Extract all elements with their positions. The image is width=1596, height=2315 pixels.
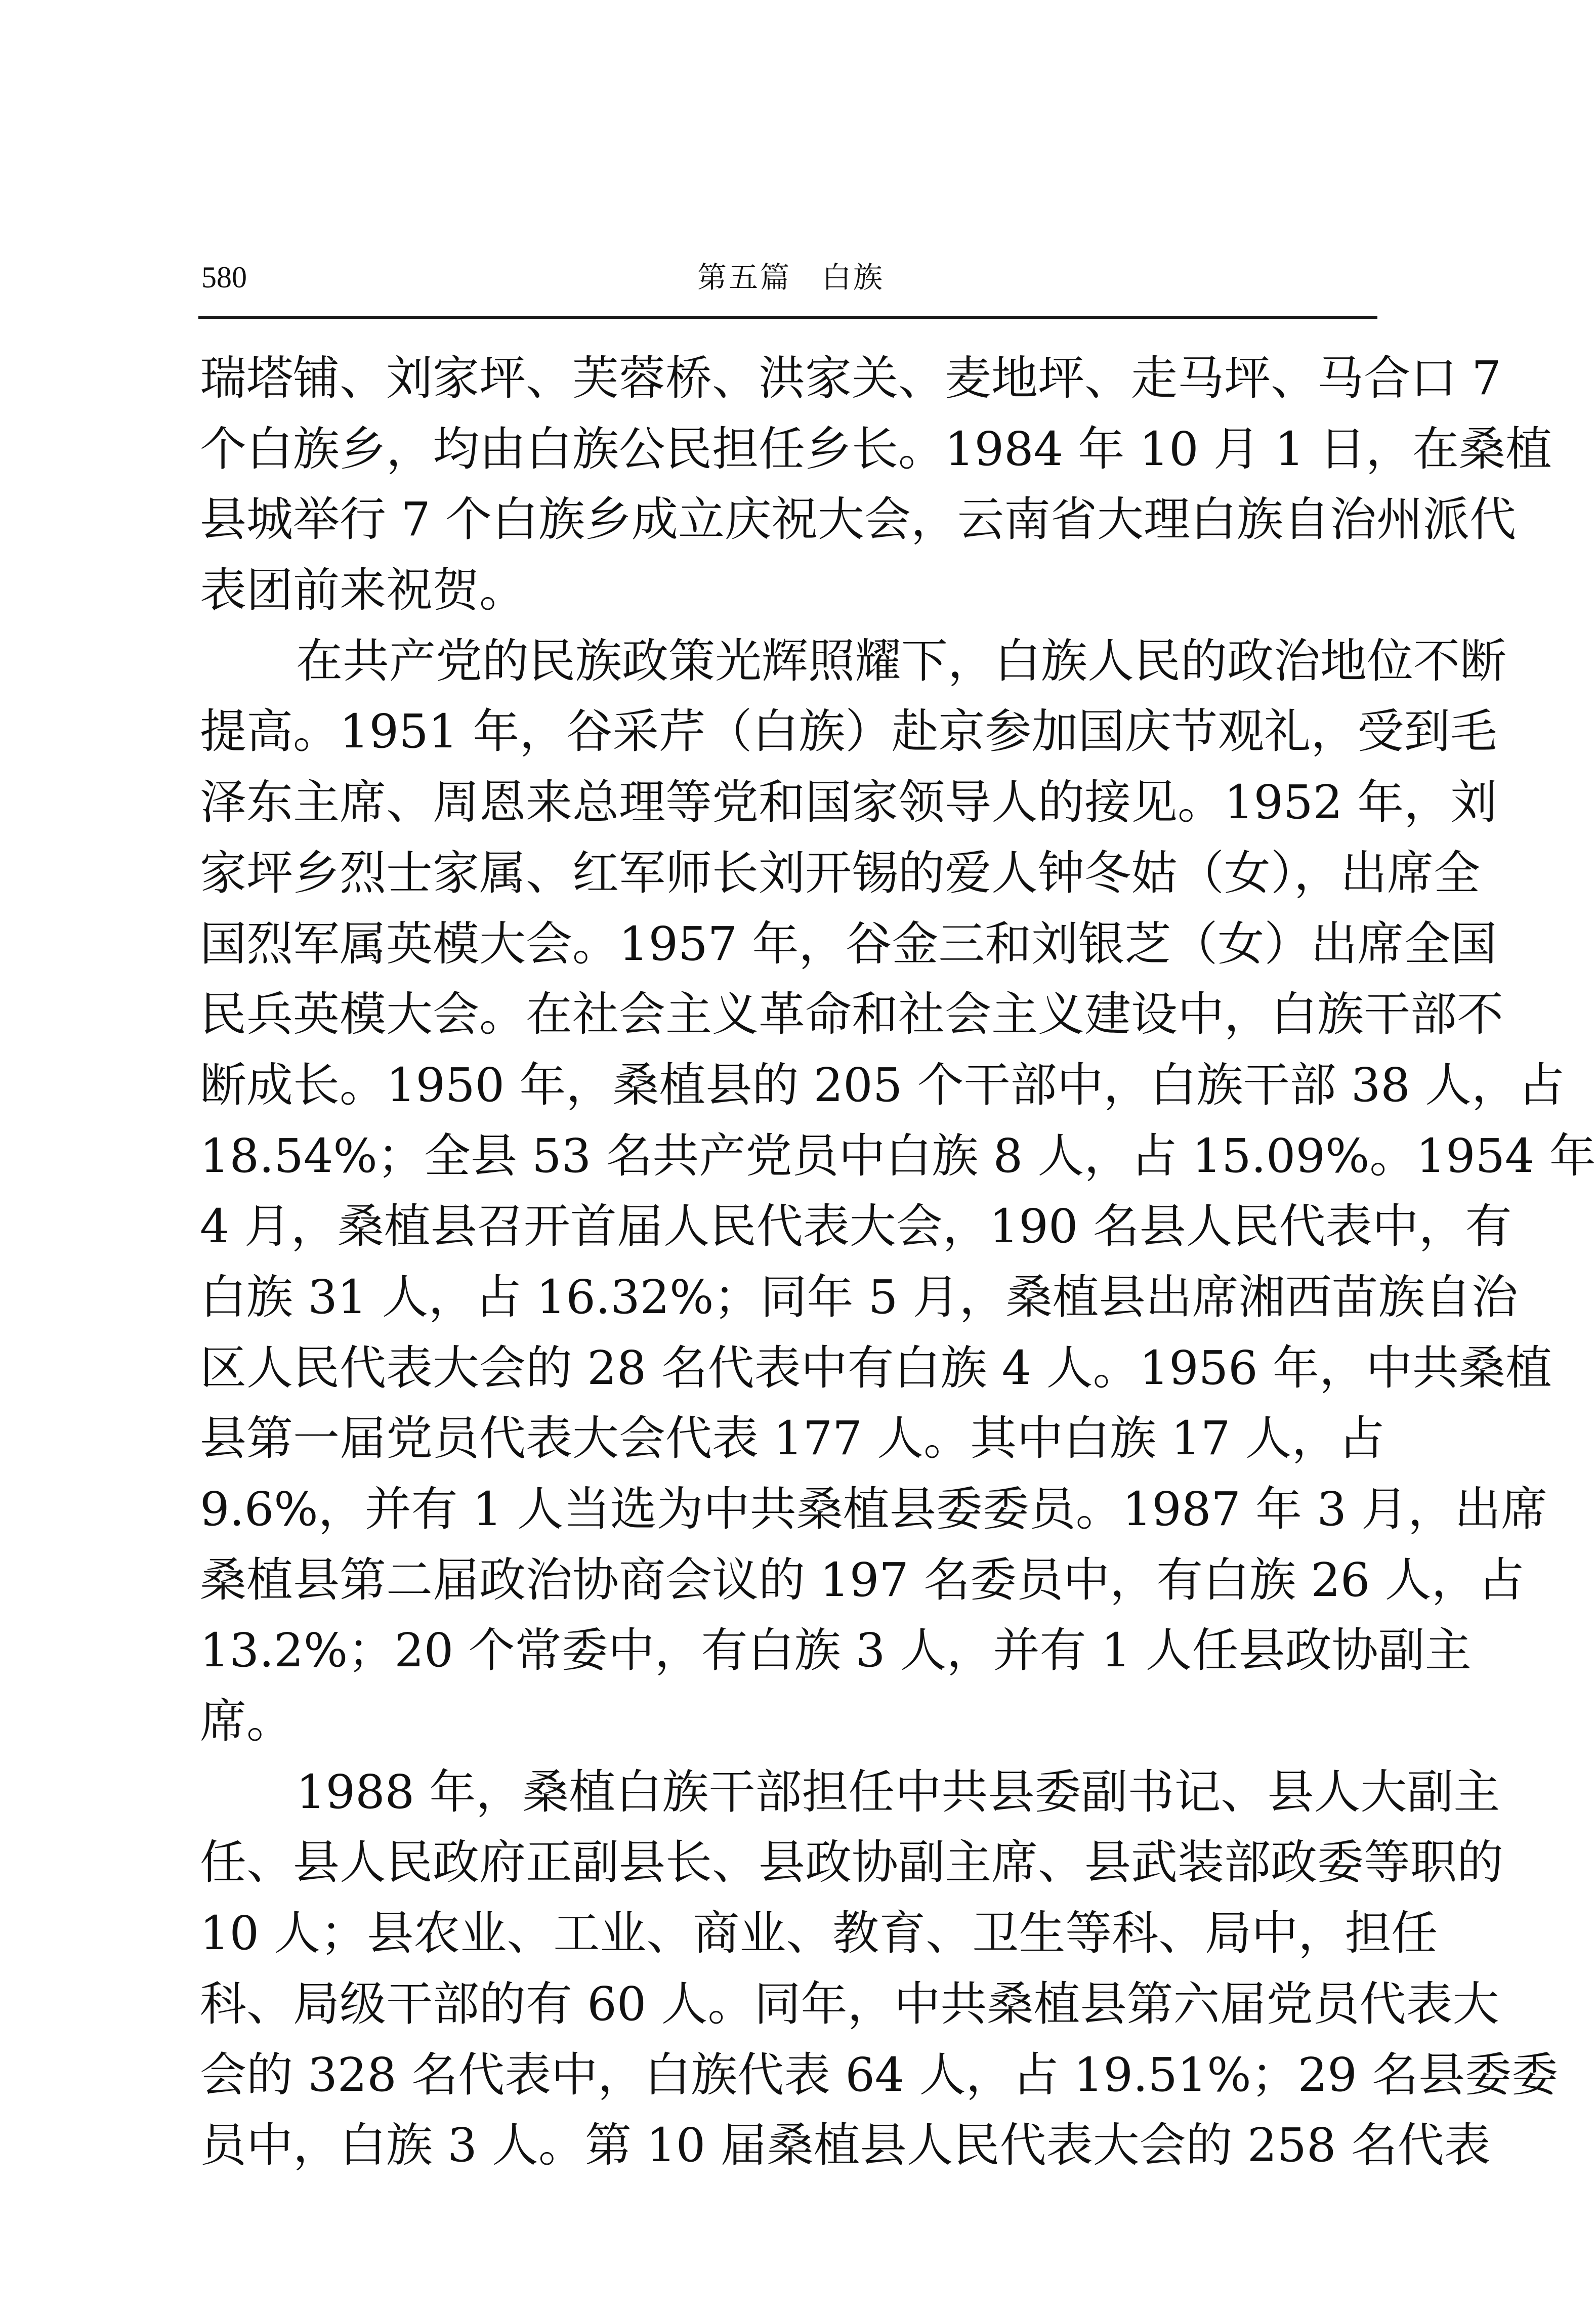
text-line: 个白族乡，均由白族公民担任乡长。1984 年 10 月 1 日，在桑植 [200,422,1552,476]
text-line: 区人民代表大会的 28 名代表中有白族 4 人。1956 年，中共桑植 [200,1340,1552,1395]
part-title: 第五篇 [697,260,792,294]
text-line: 科、局级干部的有 60 人。同年，中共桑植县第六届党员代表大 [200,1976,1499,2031]
text-line: 国烈军属英模大会。1957 年，谷金三和刘银芝（女）出席全国 [200,916,1497,971]
text-line: 会的 328 名代表中，白族代表 64 人，占 19.51%；29 名县委委 [200,2047,1558,2102]
text-line: 提高。1951 年，谷采芹（白族）赴京参加国庆节观礼，受到毛 [200,704,1497,759]
text-line: 民兵英模大会。在社会主义革命和社会主义建设中，白族干部不 [200,987,1504,1042]
page-number: 580 [201,261,247,294]
text-line: 任、县人民政府正副县长、县政协副主席、县武装部政委等职的 [200,1835,1504,1890]
text-line: 席。 [200,1694,293,1749]
text-line: 18.54%；全县 53 名共产党员中白族 8 人，占 15.09%。1954 年 [200,1128,1596,1183]
text-line: 在共产党的民族政策光辉照耀下，白族人民的政治地位不断 [296,634,1507,688]
text-line: 员中，白族 3 人。第 10 届桑植县人民代表大会的 258 名代表 [200,2118,1491,2173]
text-line: 家坪乡烈士家属、红军师长刘开锡的爱人钟冬姑（女），出席全 [200,846,1481,900]
text-line: 1988 年，桑植白族干部担任中共县委副书记、县人大副主 [296,1764,1500,1819]
text-line: 4 月，桑植县召开首届人民代表大会，190 名县人民代表中，有 [200,1199,1512,1254]
section-title: 白族 [822,260,885,294]
header-rule [198,316,1377,319]
text-line: 白族 31 人，占 16.32%；同年 5 月，桑植县出席湘西苗族自治 [200,1270,1518,1324]
text-line: 断成长。1950 年，桑植县的 205 个干部中，白族干部 38 人，占 [200,1058,1565,1112]
text-line: 13.2%；20 个常委中，有白族 3 人，并有 1 人任县政协副主 [200,1623,1472,1678]
text-line: 县第一届党员代表大会代表 177 人。其中白族 17 人，占 [200,1411,1385,1466]
text-line: 9.6%，并有 1 人当选为中共桑植县委委员。1987 年 3 月，出席 [200,1482,1548,1536]
text-line: 10 人；县农业、工业、商业、教育、卫生等科、局中，担任 [200,1906,1438,1961]
text-line: 表团前来祝贺。 [200,563,526,618]
running-head [697,257,885,298]
body-text [200,343,1596,2181]
text-line: 桑植县第二届政治协商会议的 197 名委员中，有白族 26 人，占 [200,1552,1525,1607]
text-line: 泽东主席、周恩来总理等党和国家领导人的接见。1952 年，刘 [200,775,1497,830]
text-line: 县城举行 7 个白族乡成立庆祝大会，云南省大理白族自治州派代 [200,492,1517,547]
text-line: 瑞塔铺、刘家坪、芙蓉桥、洪家关、麦地坪、走马坪、马合口 7 [200,351,1501,405]
